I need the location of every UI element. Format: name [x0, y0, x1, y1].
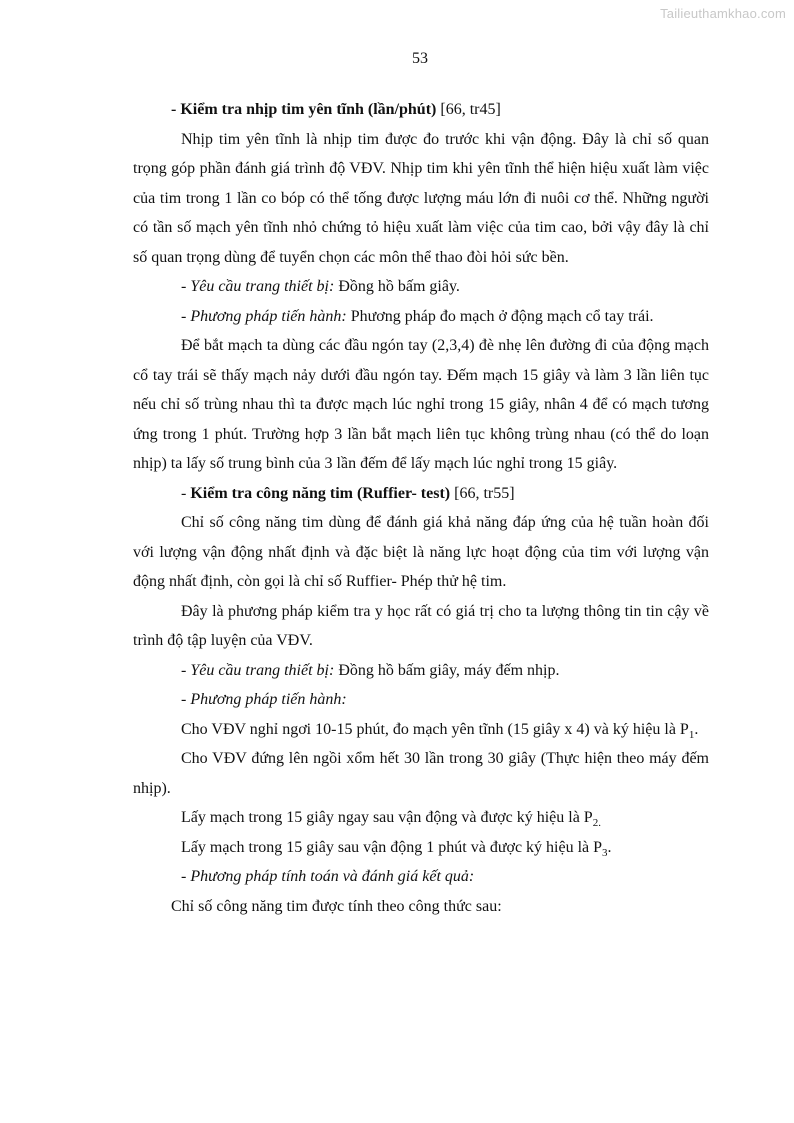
equipment-label: - Yêu cầu trang thiết bị: — [181, 278, 335, 295]
subscript: 1 — [688, 728, 695, 741]
method-label: - Phương pháp tiến hành: — [181, 307, 347, 325]
document-body — [133, 95, 709, 921]
heading-reference: [66, tr45] — [436, 101, 501, 118]
step-text: Lấy mạch trong 15 giây ngay sau vận động và được ký hiệu là P — [181, 809, 593, 826]
equipment-value: Đồng hồ bấm giây. — [334, 278, 460, 295]
method-line — [133, 685, 709, 715]
watermark: Tailieuthamkhao.com — [660, 6, 786, 21]
step-line — [133, 803, 709, 833]
section-heading-ruffier-test — [133, 479, 709, 509]
method-value: Phương pháp đo mạch ở động mạch cổ tay trái. — [346, 307, 654, 325]
step-line — [133, 833, 709, 863]
paragraph: Chỉ số công năng tim dùng để đánh giá khả năng đáp ứng của hệ tuần hoàn đối với lượng vận động nhất định và đặc biệt là năng lực hoạt động của tim với lượng vận động nhất định, còn gọi là chỉ số Ruffier- Phép thử hệ tim. — [133, 514, 709, 590]
section-heading-resting-heart-rate — [133, 95, 709, 125]
step-line — [133, 715, 709, 745]
heading-prefix: - — [181, 484, 191, 502]
subscript: 2. — [592, 817, 601, 830]
paragraph: Để bắt mạch ta dùng các đầu ngón tay (2,3,4) đè nhẹ lên đường đi của động mạch cổ tay trái sẽ thấy mạch nảy dưới đầu ngón tay. Đếm mạch 15 giây và làm 3 lần liên tục nếu chỉ số trùng nhau thì ta được mạch lúc nghỉ trong 15 giây, nhân 4 để có mạch tương ứng trong 1 phút. Trường hợp 3 lần bắt mạch liên tục không trùng nhau (có thể do loạn nhịp) ta lấy số trung bình của 3 lần đếm để lấy mạch lúc nghỉ trong 15 giây. — [133, 337, 709, 472]
page-number: 53 — [412, 50, 428, 67]
heading-text: - Kiểm tra nhịp tim yên tĩnh (lần/phút) — [171, 101, 437, 118]
step-text: Cho VĐV nghỉ ngơi 10-15 phút, đo mạch yên tĩnh (15 giây x 4) và ký hiệu là P — [181, 720, 689, 738]
heading-text: Kiểm tra công năng tim (Ruffier- test) — [190, 484, 451, 502]
step-text: Lấy mạch trong 15 giây sau vận động 1 phút và được ký hiệu là P — [181, 838, 603, 856]
equipment-label: - Yêu cầu trang thiết bị: — [181, 661, 335, 679]
subscript: 3 — [602, 846, 608, 859]
method-line — [133, 302, 709, 332]
paragraph: Nhịp tim yên tĩnh là nhịp tim được đo trước khi vận động. Đây là chỉ số quan trọng góp phần đánh giá trình độ VĐV. Nhịp tim khi yên tĩnh thể hiện hiệu xuất làm việc của tim trong 1 lần co bóp có thể tống được lượng máu lớn đi nuôi cơ thể. Những người có tần số mạch yên tĩnh nhỏ chứng tỏ hiệu xuất làm việc của tim cao, bởi vậy đây là chỉ số quan trọng dùng để tuyển chọn các môn thể thao đòi hỏi sức bền. — [133, 130, 709, 266]
heading-reference: [66, tr55] — [450, 484, 515, 502]
paragraph: Đây là phương pháp kiểm tra y học rất có giá trị cho ta lượng thông tin tin cậy về trình độ tập luyện của VĐV. — [133, 602, 709, 649]
formula-intro: Chỉ số công năng tim được tính theo công thức sau: — [171, 897, 502, 915]
equipment-value: Đồng hồ bấm giây, máy đếm nhịp. — [334, 661, 560, 679]
step-end: . — [694, 720, 699, 738]
step-line: Cho VĐV đứng lên ngồi xổm hết 30 lần trong 30 giây (Thực hiện theo máy đếm nhịp). — [133, 750, 709, 797]
step-end: . — [607, 838, 612, 856]
equipment-line — [133, 656, 709, 686]
calculation-label: - Phương pháp tính toán và đánh giá kết quả: — [181, 868, 475, 885]
method-label: - Phương pháp tiến hành: — [181, 691, 347, 708]
calculation-line — [133, 862, 709, 892]
equipment-line — [133, 272, 709, 302]
